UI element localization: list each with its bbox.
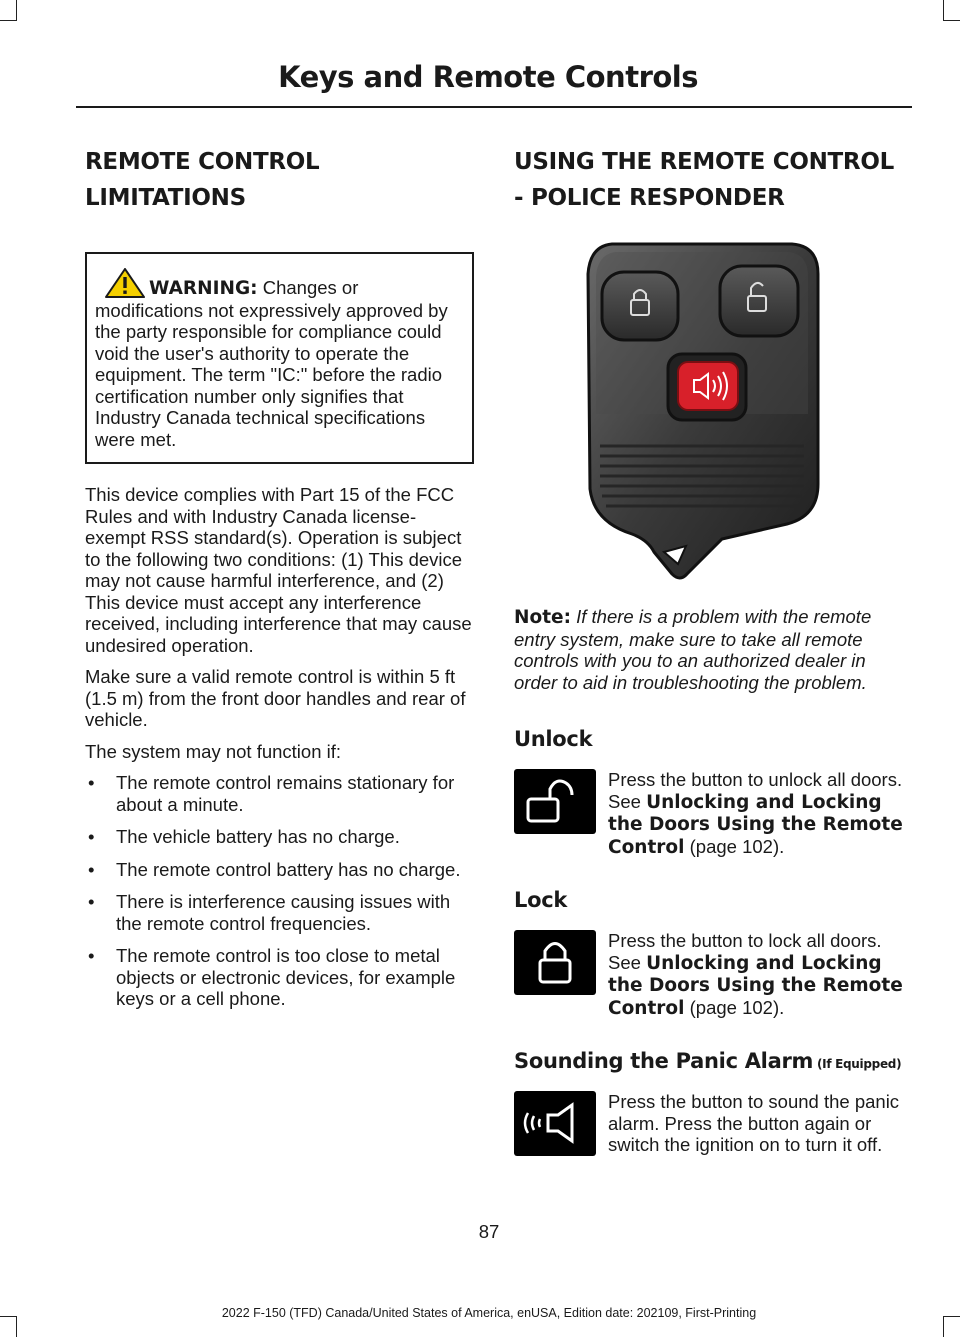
note-paragraph — [514, 606, 908, 693]
lock-cross-reference-link[interactable]: Unlocking and Locking the Doors Using the Remote Control — [608, 952, 903, 1019]
list-item: • The remote control remains stationary for about a minute. — [85, 772, 474, 815]
list-item: • The remote control battery has no charge. — [85, 859, 474, 881]
warning-box — [85, 252, 474, 464]
crop-mark — [16, 1317, 17, 1337]
lock-button-image — [602, 272, 678, 340]
header-divider — [76, 106, 912, 108]
list-item: • There is interference causing issues with the remote control frequencies. — [85, 891, 474, 934]
section-heading-police-responder: USING THE REMOTE CONTROL - POLICE RESPONDER — [514, 149, 894, 211]
warning-text: Changes or modifications not expressively approved by the party responsible for compliance could void the user's authority to operate the equipment. The term "IC:" before the radio certification number only signifies that Industry Canada technical specifications were met. — [95, 277, 448, 450]
page-header-title: Keys and Remote Controls — [278, 60, 698, 94]
conditions-list — [85, 772, 474, 1010]
unlock-icon — [514, 769, 596, 834]
page-footer: 2022 F-150 (TFD) Canada/United States of America, enUSA, Edition date: 202109, First-Printing — [221, 1306, 757, 1320]
compliance-paragraph: This device complies with Part 15 of the FCC Rules and with Industry Canada license-exempt RSS standard(s). Operation is subject to the following two conditions: (1) This device may not cause harmful interference, and (2) This device must accept any interference received, including interference that may cause undesired operation. — [85, 484, 472, 656]
list-item: • The vehicle battery has no charge. — [85, 826, 474, 848]
lock-description: Press the button to lock all doors. See Unlocking and Locking the Doors Using the Remote Control (page 102). — [608, 930, 903, 1019]
unlock-button-image — [720, 266, 798, 336]
range-paragraph: Make sure a valid remote control is within 5 ft (1.5 m) from the front door handles and rear of vehicle. — [85, 666, 466, 730]
panic-title: Sounding the Panic Alarm (If Equipped) — [514, 1049, 902, 1073]
crop-mark — [16, 0, 17, 20]
warning-triangle-icon — [105, 268, 145, 298]
warning-paragraph — [95, 268, 464, 450]
page-number: 87 — [478, 1221, 500, 1242]
system-intro-paragraph: The system may not function if: — [85, 740, 342, 762]
unlock-title: Unlock — [514, 727, 593, 751]
lock-section — [514, 888, 908, 1019]
key-fob-image — [582, 234, 822, 584]
panic-section — [514, 1049, 908, 1156]
note-text: If there is a problem with the remote entry system, make sure to take all remote controls with you to an authorized dealer in order to aid in troubleshooting the problem. — [514, 606, 872, 693]
unlock-description: Press the button to unlock all doors. See Unlocking and Locking the Doors Using the Remote Control (page 102). — [608, 769, 903, 858]
crop-mark — [943, 0, 944, 20]
warning-label: WARNING: — [149, 278, 258, 299]
unlock-cross-reference-link[interactable]: Unlocking and Locking the Doors Using the Remote Control — [608, 791, 903, 858]
list-item: • The remote control is too close to metal objects or electronic devices, for example keys or a cell phone. — [85, 945, 474, 1010]
panic-description: Press the button to sound the panic alarm. Press the button again or switch the ignition on to turn it off. — [608, 1091, 900, 1155]
right-column — [514, 144, 908, 1186]
crop-mark — [0, 20, 17, 21]
note-label: Note: — [514, 607, 571, 628]
left-column — [85, 144, 474, 1021]
section-heading-limitations: REMOTE CONTROL LIMITATIONS — [85, 149, 320, 211]
unlock-section — [514, 727, 908, 858]
lock-icon — [514, 930, 596, 995]
crop-mark — [943, 1317, 944, 1337]
panic-alarm-icon — [514, 1091, 596, 1156]
lock-title: Lock — [514, 888, 568, 912]
crop-mark — [943, 20, 960, 21]
